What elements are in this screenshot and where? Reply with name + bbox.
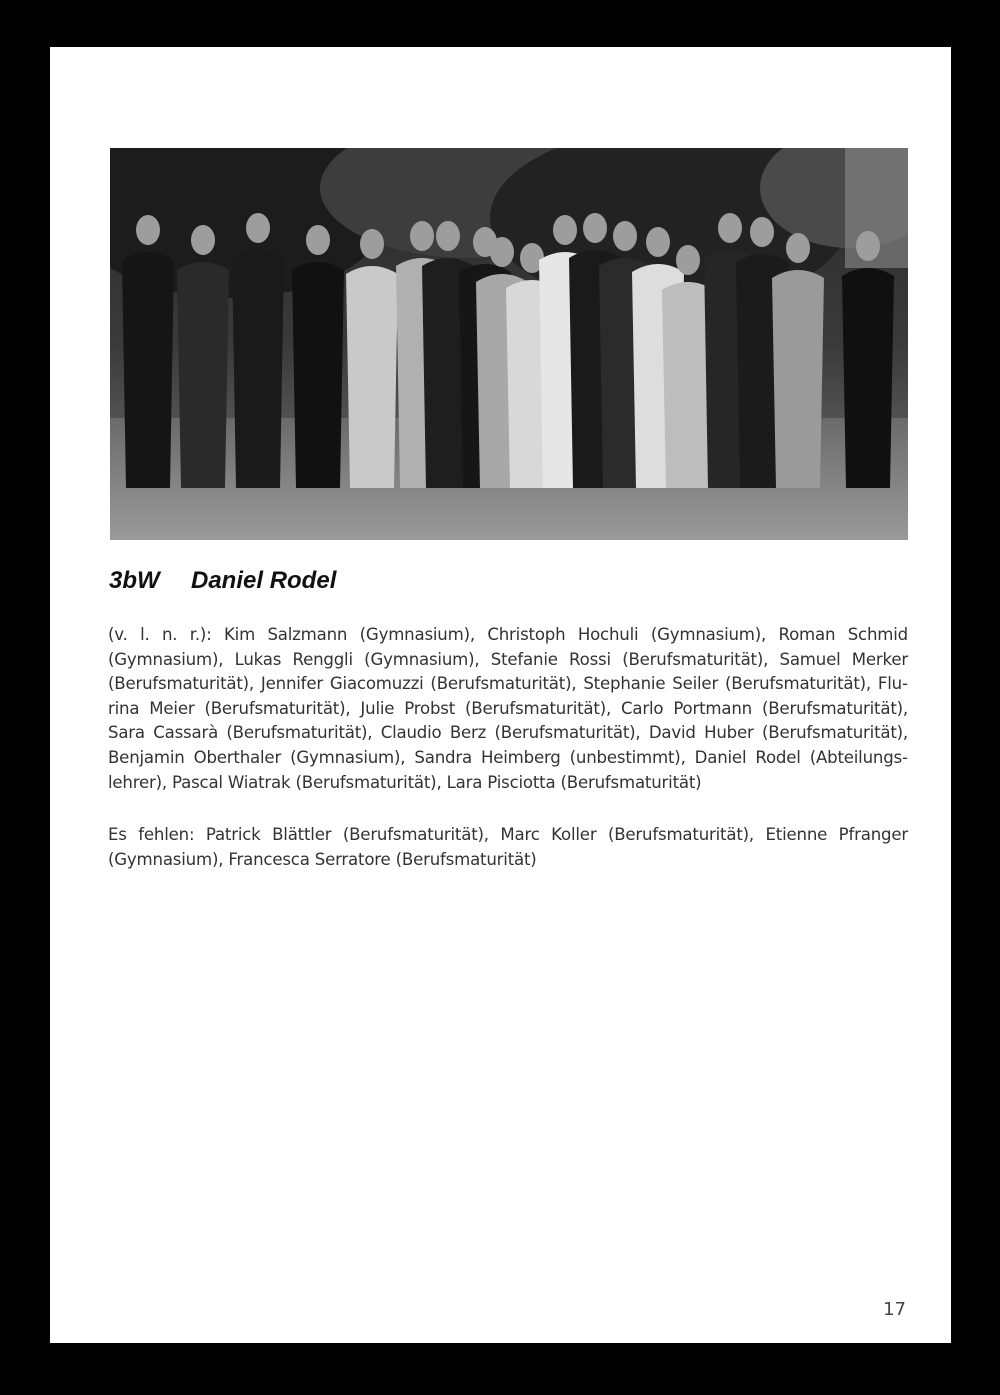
photo-caption: (v. l. n. r.): Kim Salzmann (Gymnasium), Christoph Hochuli (Gymnasium), Roman Schmid (Gymnasium), Lukas Renggli (Gymnasium), Stefanie Rossi (Berufsmaturität), Samuel Merker (Berufsmaturität), Jennifer Giacomuzzi (Berufsmaturität), Stephanie Seiler (Berufsmaturität), Flurina Meier (Berufsmaturität), Julie Probst (Berufsmaturität), Carlo Portmann (Berufsmaturität), Sara Cassarà (Berufsmaturität), Claudio Berz (Berufsmaturität), David Huber (Berufsmaturität), Benjamin Oberthaler (Gymnasium), Sandra Heimberg (unbestimmt), Daniel Rodel (Abteilungslehrer), Pascal Wiatrak (Berufsmaturität), Lara Pisciotta (Berufsmaturität) [108, 625, 908, 792]
class-photo [110, 148, 908, 540]
page-number: 17 [883, 1299, 906, 1320]
class-heading [109, 567, 336, 595]
absent-list: Es fehlen: Patrick Blättler (Berufsmaturität), Marc Koller (Berufsmaturität), Etienne Pfranger (Gymnasium), Francesca Serratore (Berufsmaturität) [108, 825, 908, 869]
page [50, 47, 951, 1343]
teacher-name: Daniel Rodel [191, 567, 337, 594]
class-code: 3bW [109, 567, 160, 594]
